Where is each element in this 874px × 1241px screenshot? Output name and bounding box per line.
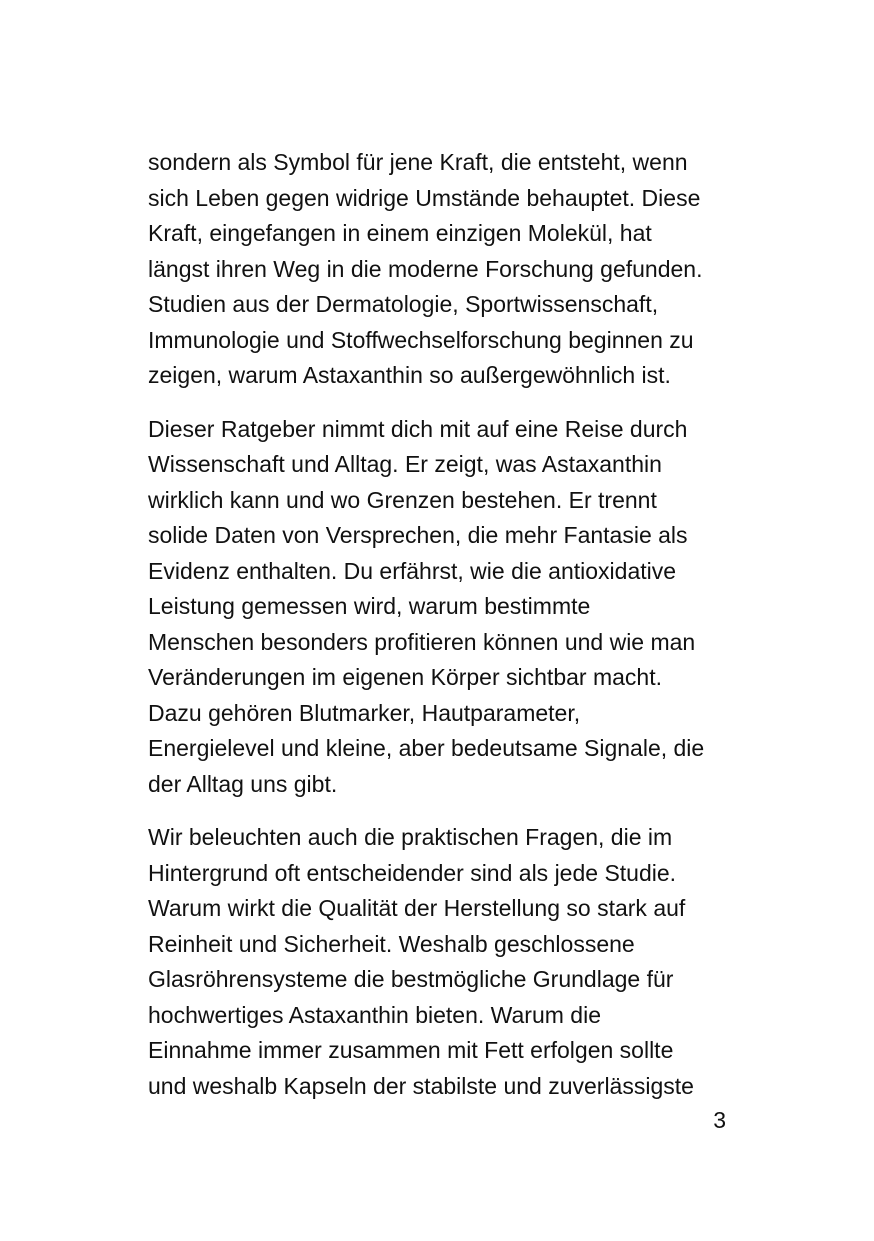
text-line: Wir beleuchten auch die praktischen Fragen, die im — [148, 824, 673, 850]
text-line: sondern als Symbol für jene Kraft, die entsteht, wenn — [148, 149, 688, 175]
text-line: Einnahme immer zusammen mit Fett erfolgen sollte — [148, 1037, 674, 1063]
text-line: Evidenz enthalten. Du erfährst, wie die antioxidative — [148, 557, 677, 584]
text-line: Kraft, eingefangen in einem einzigen Molekül, hat — [148, 220, 652, 246]
text-line: Glasröhrensysteme die bestmögliche Grundlage für — [148, 966, 674, 992]
text-line: Menschen besonders profitieren können und wie man — [148, 628, 696, 655]
paragraph-2 — [148, 412, 748, 803]
text-line: solide Daten von Versprechen, die mehr Fantasie als — [148, 522, 688, 548]
text-line: Leistung gemessen wird, warum bestimmte — [148, 593, 591, 619]
text-line: Wissenschaft und Alltag. Er zeigt, was Astaxanthin — [148, 451, 662, 477]
text-line: sich Leben gegen widrige Umstände behauptet. Diese — [148, 184, 701, 211]
text-line: hochwertiges Astaxanthin bieten. Warum die — [148, 1001, 602, 1028]
text-line: Hintergrund oft entscheidender sind als jede Studie. — [148, 859, 677, 886]
text-line: Dieser Ratgeber nimmt dich mit auf eine Reise durch — [148, 415, 688, 442]
text-line: Dazu gehören Blutmarker, Hautparameter, — [148, 699, 581, 726]
paragraph-1 — [148, 145, 748, 394]
text-line: Reinheit und Sicherheit. Weshalb geschlossene — [148, 930, 635, 957]
page-number: 3 — [713, 1107, 726, 1133]
body-text — [148, 145, 748, 1122]
text-line: Studien aus der Dermatologie, Sportwissenschaft, — [148, 291, 659, 317]
text-line: Warum wirkt die Qualität der Herstellung so stark auf — [148, 895, 686, 921]
text-line: Energielevel und kleine, aber bedeutsame Signale, die — [148, 735, 705, 761]
text-line: der Alltag uns gibt. — [148, 770, 338, 797]
text-line: und weshalb Kapseln der stabilste und zuverlässigste — [148, 1072, 694, 1099]
text-line: zeigen, warum Astaxanthin so außergewöhnlich ist. — [148, 362, 671, 388]
paragraph-3 — [148, 820, 748, 1104]
text-line: Immunologie und Stoffwechselforschung beginnen zu — [148, 326, 694, 353]
text-line: wirklich kann und wo Grenzen bestehen. Er trennt — [148, 486, 657, 513]
text-line: Veränderungen im eigenen Körper sichtbar macht. — [148, 664, 662, 690]
text-line: längst ihren Weg in die moderne Forschung gefunden. — [148, 255, 703, 282]
